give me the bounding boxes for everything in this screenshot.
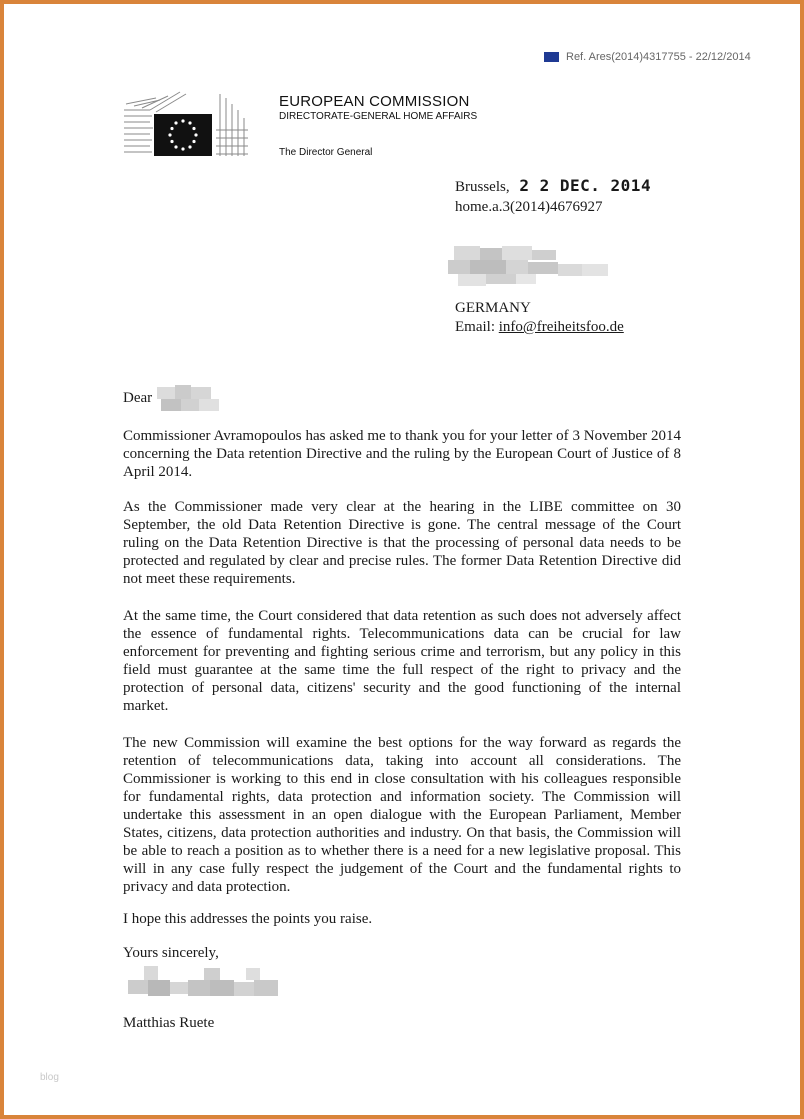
office-title: The Director General	[279, 147, 373, 158]
watermark-text: blog	[40, 1072, 59, 1083]
eu-flag-icon	[544, 52, 559, 62]
letter-paragraph: At the same time, the Court considered that data retention as such does not adversely affect the essence of fundamental rights. Telecommunications data can be crucial for law enforcement for preventing and fighting serious crime and terrorism, but any policy in this field must guarantee at the same time the full respect of the right to privacy and the protection of personal data, citizens' security and the good functioning of the internal market.	[123, 608, 681, 714]
file-reference: home.a.3(2014)4676927	[455, 199, 603, 215]
letter-paragraph: As the Commissioner made very clear at the hearing in the LIBE committee on 30 September, the old Data Retention Directive is gone. The central message of the Court ruling on the Data Retention Directive is that the processing of personal data needs to be protected and regulated by clear and precise rules. The former Data Retention Directive did not meet these requirements.	[123, 499, 681, 587]
email-link[interactable]: info@freiheitsfoo.de	[498, 319, 624, 335]
letter-paragraph: The new Commission will examine the best options for the way forward as regards the retention of telecommunications data, taking into account all considerations. The Commissioner is working to this end in close consultation with his colleagues responsible for fundamental rights, data protection and information society. The Commission will undertake this assessment in an open dialogue with the European Parliament, Member States, citizens, data protection authorities and industry. On that basis, the Commission will be able to reach a position as to whether there is a need for a new legislative proposal. This will in any case fully respect the judgement of the Court and the fundamental rights to privacy and data protection.	[123, 735, 681, 895]
directorate-name: DIRECTORATE-GENERAL HOME AFFAIRS	[279, 111, 478, 122]
organization-name: EUROPEAN COMMISSION	[279, 93, 470, 110]
letter-paragraph: Commissioner Avramopoulos has asked me to thank you for your letter of 3 November 2014 concerning the Data retention Directive and the ruling by the European Court of Justice of 8 April 2014.	[123, 428, 681, 480]
place-and-date	[455, 176, 651, 196]
redacted-recipient-name	[157, 385, 221, 412]
email-label: Email:	[455, 319, 495, 335]
signatory-name: Matthias Ruete	[123, 1015, 215, 1031]
document-reference	[544, 51, 751, 63]
recipient-country: GERMANY	[455, 300, 531, 316]
date-stamp: 2 2 DEC. 2014	[519, 176, 652, 195]
recipient-email	[455, 319, 624, 336]
redacted-address	[448, 246, 610, 286]
letter-paragraph: I hope this addresses the points you raise.	[123, 911, 373, 927]
redacted-signature	[128, 966, 280, 1000]
place-name: Brussels,	[455, 179, 510, 195]
salutation: Dear	[123, 390, 153, 406]
reference-text: Ref. Ares(2014)4317755 - 22/12/2014	[566, 51, 751, 63]
european-commission-logo	[120, 90, 250, 162]
closing-line: Yours sincerely,	[123, 945, 219, 961]
